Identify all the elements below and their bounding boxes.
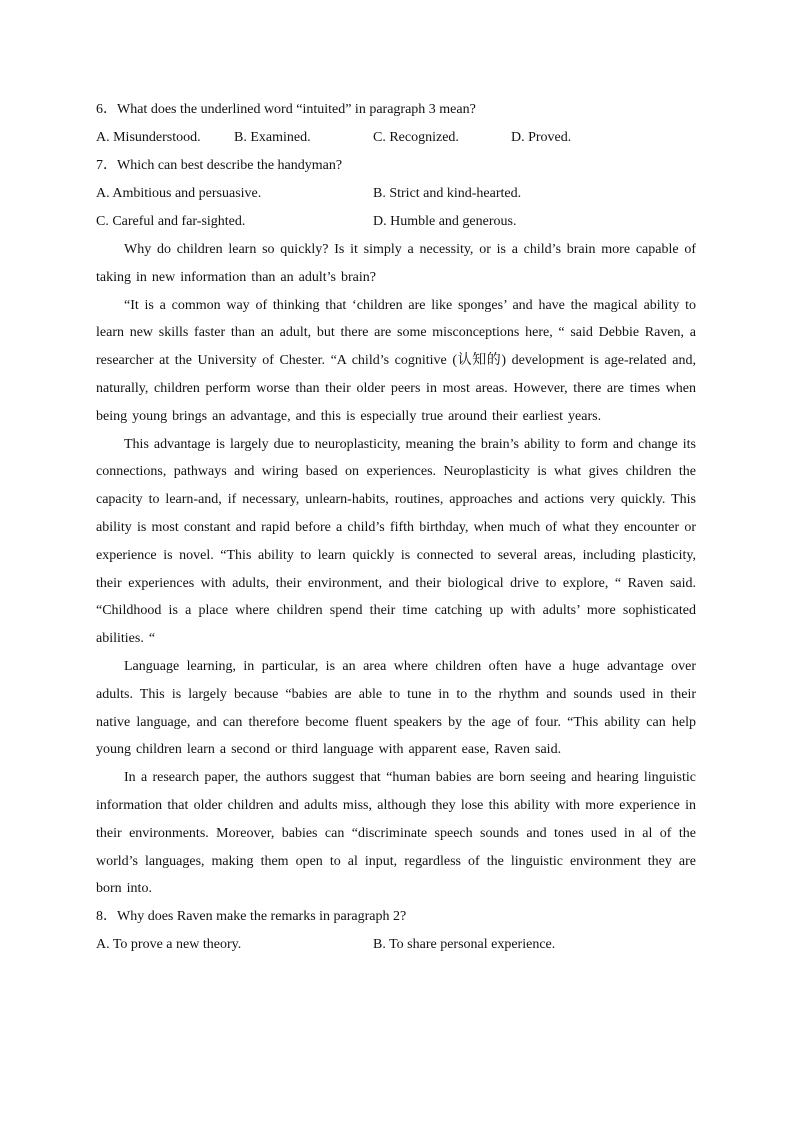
passage-paragraph-3: This advantage is largely due to neuroplasticity, meaning the brain’s ability to form and change its connections, pathways and wiring based on experiences. Neuroplasticity is what gives children the capacity to learn-and, if necessary, unlearn-habits, routines, approaches and actions very quickly. This ability is most constant and rapid before a child’s fifth birthday, when much of what they encounter or experience is novel. “This ability to learn quickly is connected to several areas, including plasticity, their experiences with adults, their environment, and their biological drive to explore, “ Raven said. “Childhood is a place where children spend their time catching up with adults’ more sophisticated abilities. “ [96,436,696,647]
passage-paragraph-4: Language learning, in particular, is an area where children often have a huge advantage over adults. This is largely because “babies are able to tune in to the rhythm and sounds used in their native language, and can therefore become fluent speakers by the age of four. “This ability can help young children learn a second or third language with apparent ease, Raven said. [96,658,696,758]
passage-paragraph-1: Why do children learn so quickly? Is it simply a necessity, or is a child’s brain more capable of taking in new information than an adult’s brain? [96,242,696,285]
question-6-options [96,124,696,152]
question-7-options-row-1 [96,180,696,208]
question-7-options-row-2 [96,208,696,236]
question-6-option-d: D. Proved. [511,130,572,145]
question-7-option-a: A. Ambitious and persuasive. [96,186,262,201]
document-page [96,96,696,959]
question-6-stem: 6．What does the underlined word “intuited” in paragraph 3 mean? [96,102,476,117]
question-8-options-row-1 [96,931,696,959]
question-6-option-c: C. Recognized. [373,130,459,145]
question-7-option-b: B. Strict and kind-hearted. [373,186,522,201]
question-7-option-c: C. Careful and far-sighted. [96,214,246,229]
question-6-option-a: A. Misunderstood. [96,130,201,145]
question-6-option-b: B. Examined. [234,130,311,145]
question-7-option-d: D. Humble and generous. [373,214,517,229]
question-8-stem: 8．Why does Raven make the remarks in paragraph 2? [96,909,407,925]
passage-paragraph-2: “It is a common way of thinking that ‘children are like sponges’ and have the magical ability to learn new skills faster than an adult, but there are some misconceptions here, “ said Debbie Raven, a researcher at the University of Chester. “A child’s cognitive (认知的) development is age-related and, naturally, children perform worse than their older peers in most areas. However, there are times when being young brings an advantage, and this is especially true around their earliest years. [96,297,696,424]
question-8-option-a: A. To prove a new theory. [96,937,242,953]
question-8-option-b: B. To share personal experience. [373,937,556,953]
passage-paragraph-5: In a research paper, the authors suggest that “human babies are born seeing and hearing linguistic information that older children and adults miss, although they lose this ability with more experience in their environments. Moreover, babies can “discriminate speech sounds and tones used in al of the world’s languages, making them open to al input, regardless of the linguistic environment they are born into. [96,770,696,897]
question-7-stem: 7．Which can best describe the handyman? [96,158,343,173]
